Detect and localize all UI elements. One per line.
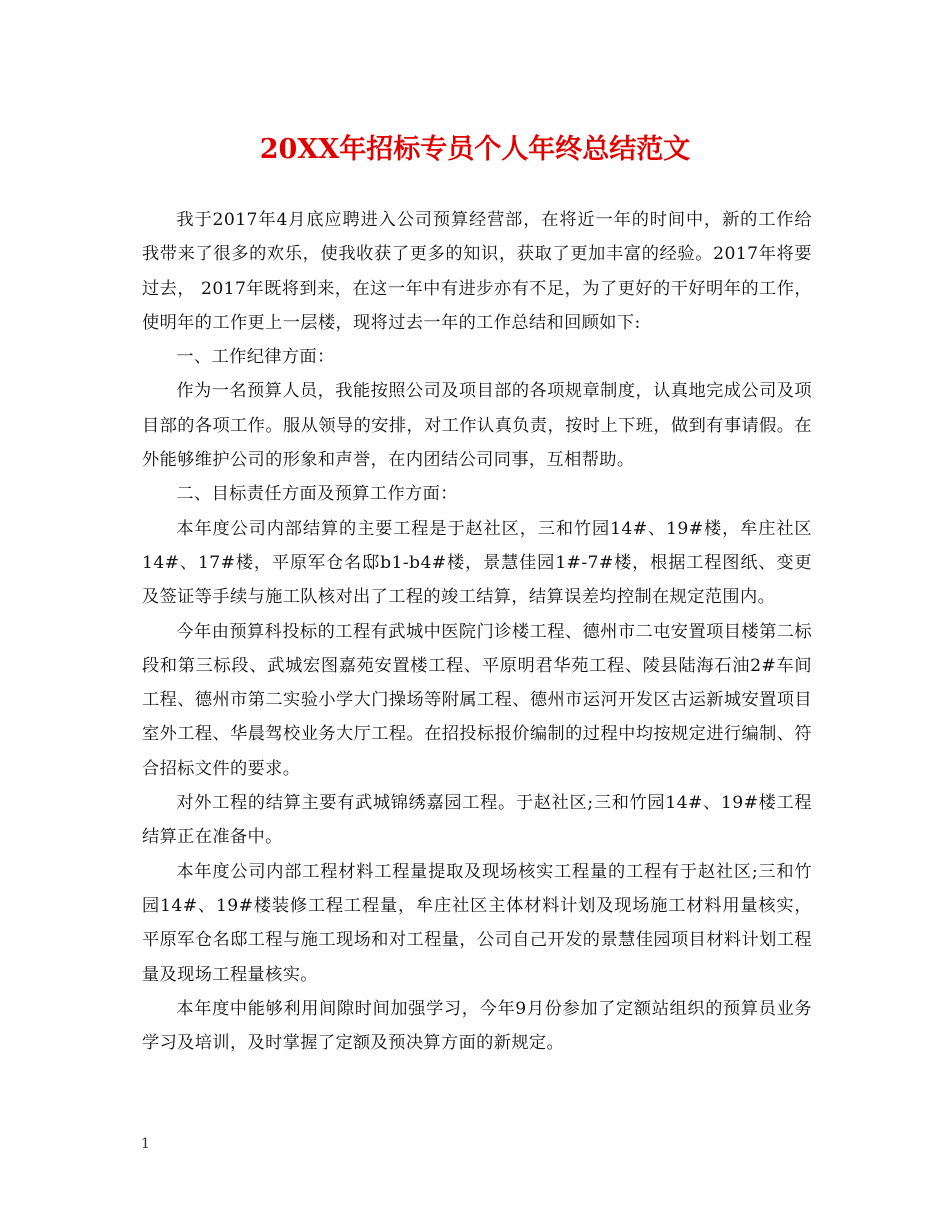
section-heading-target-responsibility: 二、目标责任方面及预算工作方面： [176,484,458,505]
document-body [142,203,812,1060]
paragraph-intro: 我于2017年4月底应聘进入公司预算经营部，在将近一年的时间中，新的工作给我带来了很多的欢乐，使我收获了更多的知识，获取了更加丰富的经验。2017年将要过去， 2017年既将到来，在这一年中有进步亦有不足，为了更好的干好明年的工作，使明年的工作更上一层楼，现将过去一年的工作总结和回顾如下: [142,210,812,333]
page-number: 1 [141,1136,150,1152]
paragraph-internal-settlement: 本年度公司内部结算的主要工程是于赵社区，三和竹园14#、19#楼，牟庄社区14#、17#楼，平原军仓名邸b1-b4#楼，景慧佳园1#-7#楼，根据工程图纸、变更及签证等手续与施工队核对出了工程的竣工结算，结算误差均控制在规定范围内。 [142,518,812,608]
paragraph-external-settlement: 对外工程的结算主要有武城锦绣嘉园工程。于赵社区;三和竹园14#、19#楼工程结算正在准备中。 [142,793,812,848]
section-heading-work-discipline: 一、工作纪律方面： [176,347,335,368]
document-title: 20XX年招标专员个人年终总结范文 [259,134,691,165]
paragraph-material-quantities: 本年度公司内部工程材料工程量提取及现场核实工程量的工程有于赵社区;三和竹园14#、19#楼装修工程工程量，牟庄社区主体材料计划及现场施工材料用量核实，平原军仓名邸工程与施工现场和对工程量，公司自己开发的景慧佳园项目材料计划工程量及现场工程量核实。 [142,861,812,985]
paragraph-study-training: 本年度中能够利用间隙时间加强学习，今年9月份参加了定额站组织的预算员业务学习及培训，及时掌握了定额及预决算方面的新规定。 [142,998,812,1054]
paragraph-bidding-projects: 今年由预算科投标的工程有武城中医院门诊楼工程、德州市二屯安置项目楼第二标段和第三标段、武城宏图嘉苑安置楼工程、平原明君华苑工程、陵县陆海石油2#车间工程、德州市第二实验小学大门操场等附属工程、德州市运河开发区古运新城安置项目室外工程、华晨驾校业务大厅工程。在招投标报价编制的过程中均按规定进行编制、符合招标文件的要求。 [142,621,812,779]
paragraph-work-discipline: 作为一名预算人员，我能按照公司及项目部的各项规章制度，认真地完成公司及项目部的各项工作。服从领导的安排，对工作认真负责，按时上下班，做到有事请假。在外能够维护公司的形象和声誉，在内团结公司同事，互相帮助。 [142,381,812,471]
